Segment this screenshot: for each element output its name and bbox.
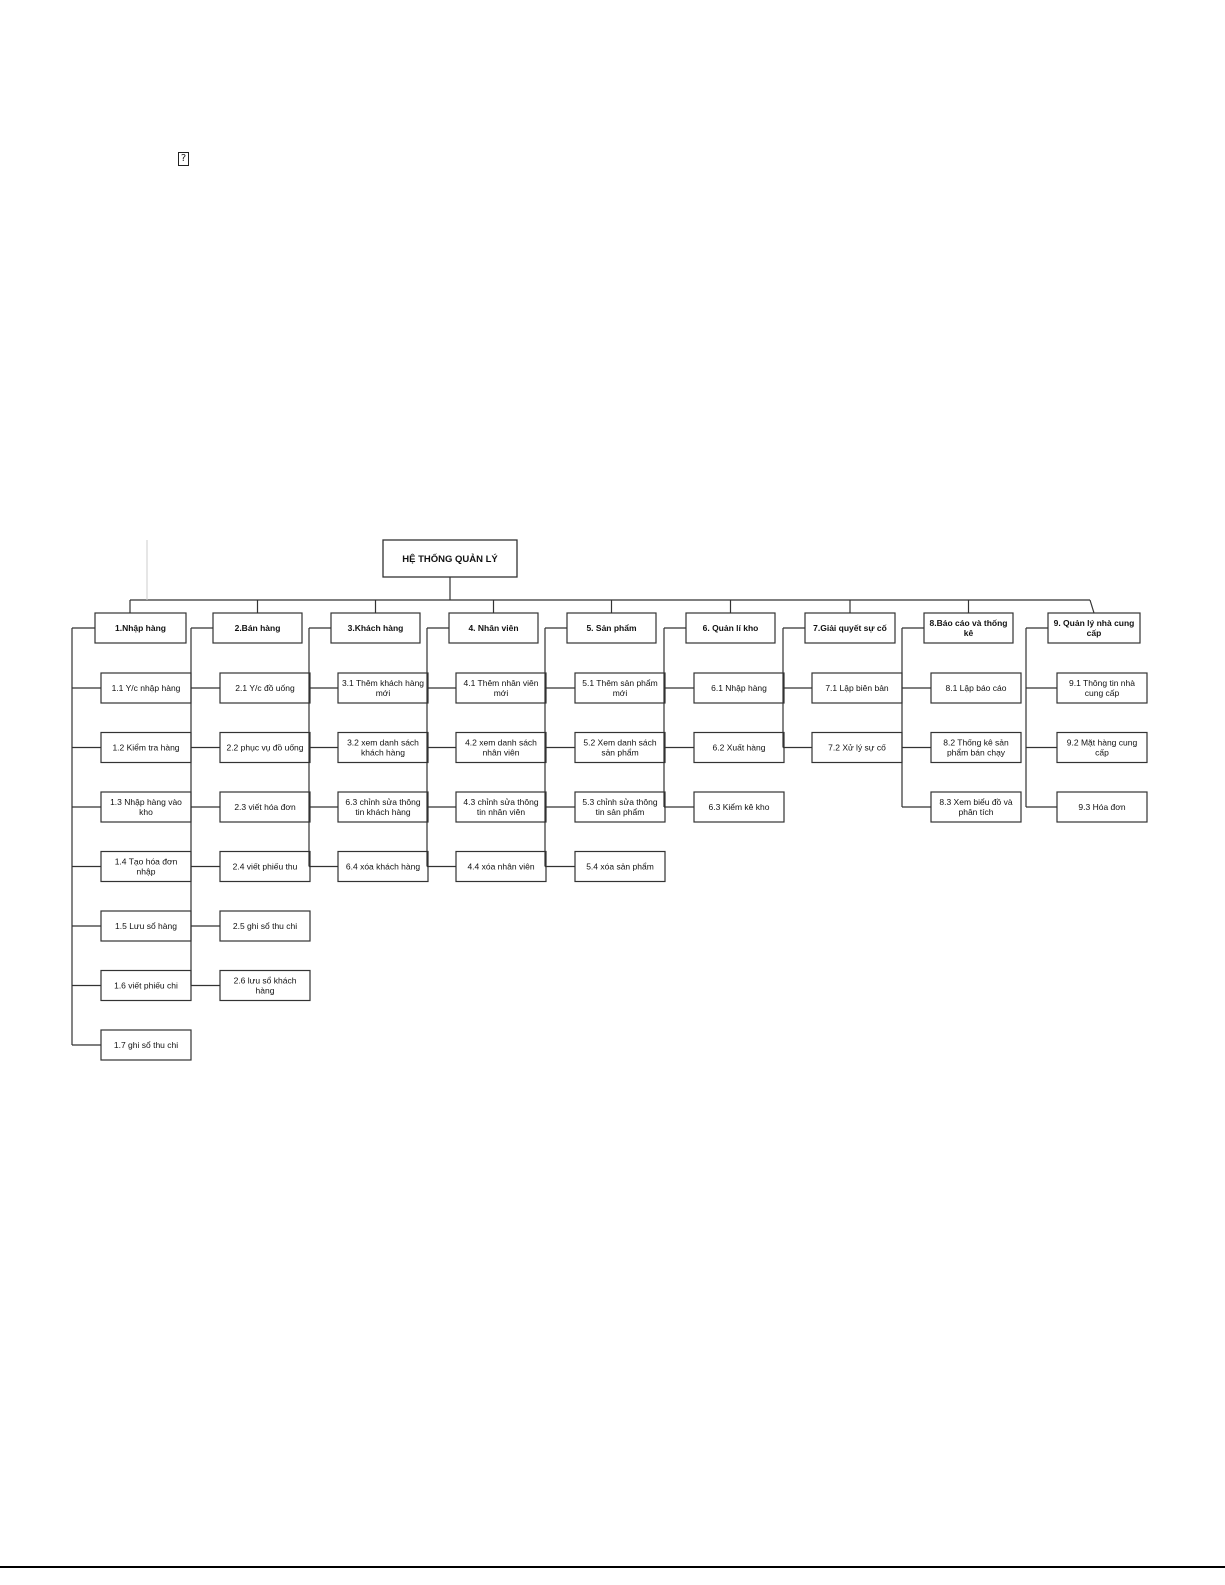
group-6-item-1-label: 6.1 Nhập hàng (711, 682, 767, 693)
group-9-item-3-label: 9.3 Hóa đơn (1078, 801, 1126, 812)
group-3-item-1-label: 3.1 Thêm khách hàng (341, 677, 425, 688)
group-9-item-1-label: 9.1 Thông tin nhà (1068, 677, 1136, 688)
group-4-item-2-label: 4.2 xem danh sách (465, 737, 537, 748)
group-4-item-3-label: tin nhân viên (476, 806, 526, 817)
group-5-item-2-label: 5.2 Xem danh sách (583, 737, 657, 748)
group-7-header-label: 7.Giải quyết sự cố (813, 622, 887, 633)
group-5-item-3-label: tin sản phẩm (595, 806, 645, 817)
group-8-item-2-label: phẩm bán chạy (946, 747, 1006, 758)
group-1-item-3-label: 1.3 Nhập hàng vào (110, 796, 182, 807)
missing-image-icon: ? (178, 152, 189, 166)
group-1-item-5-label: 1.5 Lưu sổ hàng (115, 920, 177, 931)
group-8-item-2-label: 8.2 Thống kê sản (943, 737, 1009, 748)
group-9-header-label: 9. Quản lý nhà cung (1053, 617, 1135, 628)
group-2-item-5-label: 2.5 ghi sổ thu chi (232, 920, 298, 931)
group-2-item-6-label: hàng (255, 985, 275, 996)
group-8-header-label: kê (963, 627, 974, 638)
group-1-item-6-label: 1.6 viết phiếu chi (114, 980, 178, 991)
group-4-item-1-label: 4.1 Thêm nhân viên (463, 677, 539, 688)
group-7-item-2-label: 7.2 Xử lý sự cố (828, 742, 886, 753)
group-2-item-4-label: 2.4 viết phiếu thu (232, 861, 298, 872)
group-2-item-1-label: 2.1 Y/c đồ uống (235, 682, 295, 693)
group-6-header-label: 6. Quản lí kho (702, 622, 759, 633)
group-5-item-4-label: 5.4 xóa sản phẩm (586, 861, 654, 872)
group-2-header-label: 2.Bán hàng (234, 622, 281, 633)
group-2-item-6-label: 2.6 lưu sổ khách (233, 975, 297, 986)
group-2-item-2-label: 2.2 phục vụ đồ uống (226, 742, 304, 753)
group-5-item-1-label: mới (612, 687, 628, 698)
group-8-item-1-label: 8.1 Lập báo cáo (945, 682, 1007, 693)
group-3-item-4-label: 6.4 xóa khách hàng (345, 861, 421, 872)
group-3-item-2-label: khách hàng (361, 747, 405, 758)
group-4-item-1-label: mới (493, 687, 509, 698)
group-2-item-3-label: 2.3 viết hóa đơn (234, 801, 296, 812)
group-8-item-3-label: 8.3 Xem biểu đồ và (939, 796, 1013, 807)
group-3-item-1-label: mới (375, 687, 391, 698)
group-4-item-2-label: nhân viên (482, 747, 520, 758)
group-3-item-2-label: 3.2 xem danh sách (347, 737, 419, 748)
group-8-header-label: 8.Báo cáo và thống (929, 617, 1008, 628)
group-9-header-label: cấp (1086, 627, 1102, 638)
group-4-header-label: 4. Nhân viên (468, 622, 519, 633)
group-1-item-3-label: kho (139, 806, 153, 817)
group-3-header-label: 3.Khách hàng (347, 622, 404, 633)
group-5-item-3-label: 5.3 chỉnh sửa thông (582, 796, 658, 807)
root-node-label: HỆ THỐNG QUẢN LÝ (402, 554, 498, 565)
group-1-item-4-label: 1.4 Tạo hóa đơn (114, 856, 178, 867)
group-1-item-2-label: 1.2 Kiểm tra hàng (112, 742, 180, 753)
group-1-header-label: 1.Nhập hàng (114, 622, 167, 633)
group-4-item-4-label: 4.4 xóa nhân viên (467, 861, 535, 872)
group-8-item-3-label: phân tích (958, 806, 994, 817)
group-5-item-1-label: 5.1 Thêm sản phẩm (582, 677, 658, 688)
group-3-item-3-label: 6.3 chỉnh sửa thông (345, 796, 421, 807)
group-9-item-1-label: cung cấp (1084, 687, 1120, 698)
group-9-item-2-label: cấp (1095, 747, 1109, 758)
group-6-item-3-label: 6.3 Kiểm kê kho (708, 801, 770, 812)
group-4-item-3-label: 4.3 chỉnh sửa thông (463, 796, 539, 807)
group-1-item-7-label: 1.7 ghi sổ thu chi (113, 1039, 179, 1050)
group-5-header-label: 5. Sản phẩm (586, 622, 637, 633)
group-9-item-2-label: 9.2 Mặt hàng cung (1066, 737, 1138, 748)
group-1-item-4-label: nhập (136, 866, 156, 877)
page-bottom-rule (0, 1566, 1225, 1568)
group-1-item-1-label: 1.1 Y/c nhập hàng (111, 682, 181, 693)
group-7-item-1-label: 7.1 Lập biên bản (825, 682, 889, 693)
group-5-item-2-label: sản phẩm (601, 747, 639, 758)
group-6-item-2-label: 6.2 Xuất hàng (712, 742, 766, 753)
group-3-item-3-label: tin khách hàng (355, 806, 411, 817)
group-9-drop-line (1090, 600, 1094, 613)
